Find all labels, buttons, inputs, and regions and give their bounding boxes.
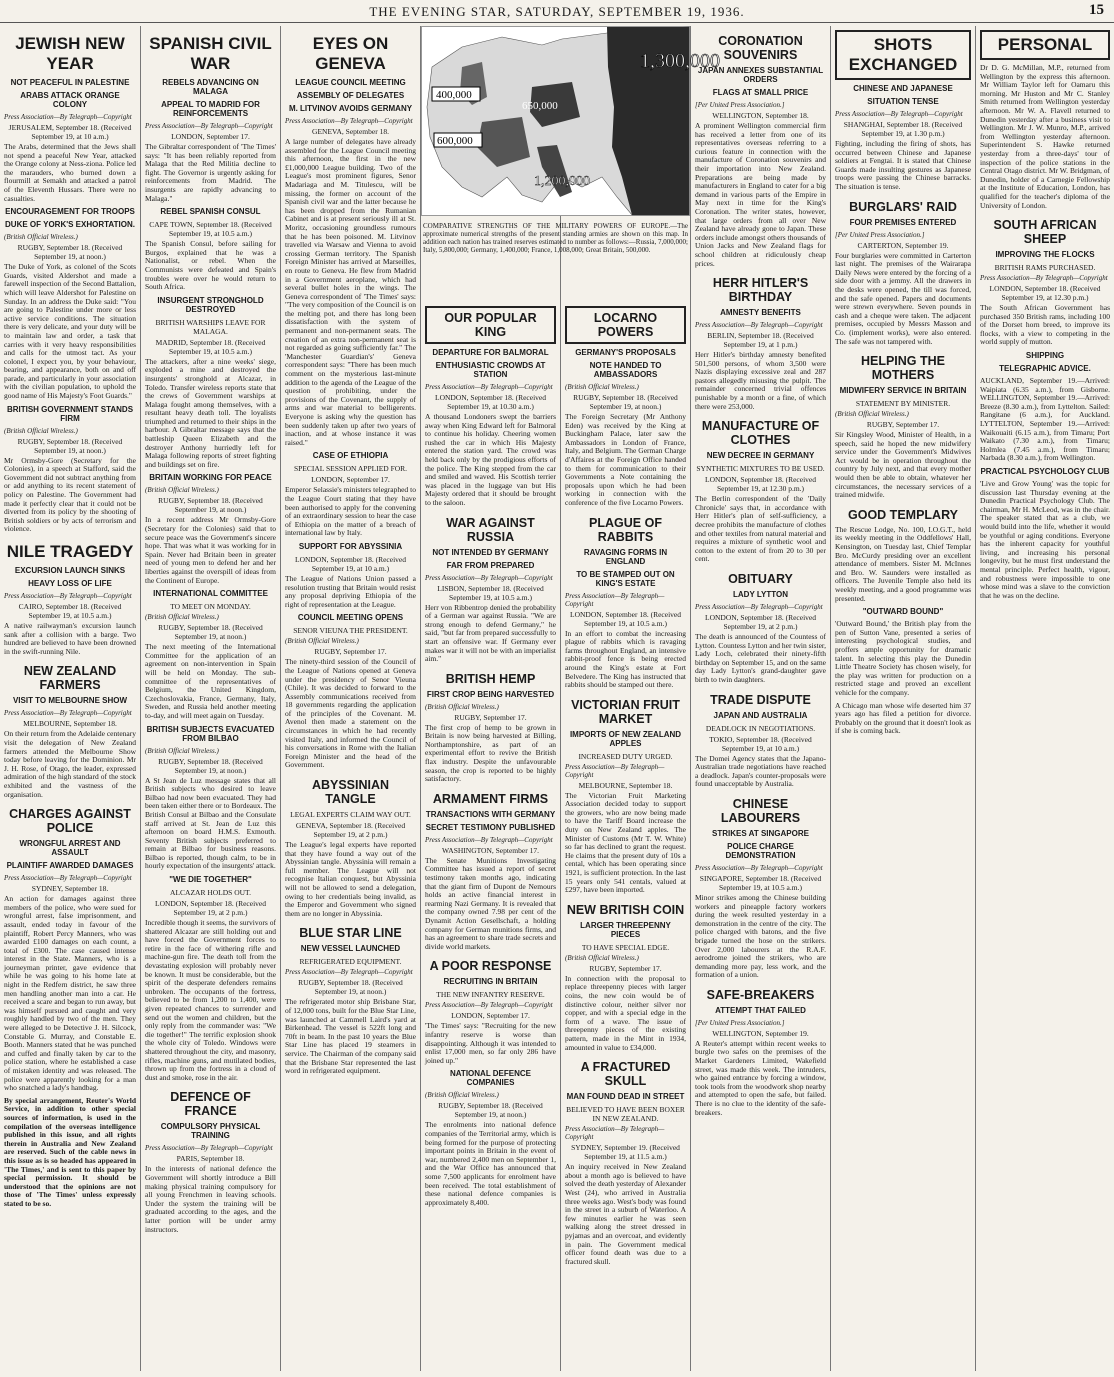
headline-charges-against-police: CHARGES AGAINST POLICE <box>9 807 131 836</box>
subhead: ENCOURAGEMENT FOR TROOPS <box>5 207 135 217</box>
article-body: Four burglaries were committed in Carterton last night. The premises of the Wairarapa Daily News were entered by the forcing of a side door with a jemmy. All the drawers in the desks were opened, the till was forced, and the safe opened. Papers and documents were strewn everywhere. Seven pounds in cash and a cheque were taken. The adjacent premises, occupied by Messrs Masson and Co. (implement works), were also entered. The safe was not tampered with. <box>835 250 971 346</box>
wire-credit: Press Association—By Telegraph—Copyright <box>285 117 413 125</box>
article-body: Mr Ormsby-Gore (Secretary for the Colonies), in a speech at Stafford, said the Government did not subtract anything from or add anything to its recent statement of policy on Palestine. The Government had made it perfectly clear that it could not be diverted from its policy by the shooting of British soldiers or by acts of terrorism and violence. <box>4 455 136 534</box>
subhead: REBELS ADVANCING ON MALAGA <box>162 78 259 96</box>
article-body: The attackers, after a nine weeks' siege, exploded a mine and destroyed the insurgents' stronghold at Alcazar, in Toledo. Transfer wireless reports state that the crews of Government warships at Malaga fought among themselves, with a resultant heavy death toll. The loyalists triumphed and returned to their ships in the harbour. A Gibraltar message says that the battleship Queen Elizabeth and the destroyer Anthony hurriedly left for Malaga following reports of street fighting and buildings set on fire. <box>145 356 276 469</box>
article-body: The enrolments into national defence companies of the Territorial army, which is being formed for the purpose of protecting important points in Britain in the event of war, numbered 2,400 men on September 1, and the War Office has announced that some 7,500 applicants for enrolment have been received. The total establishment of these national defence companies is approximately 8,400. <box>425 1120 556 1207</box>
dateline: RUGBY, September 18. (Received September 19, at noon.) <box>158 496 263 515</box>
subhead: ALCAZAR HOLDS OUT. <box>170 888 251 898</box>
masthead-title: THE EVENING STAR, SATURDAY, SEPTEMBER 19, 1936. <box>369 4 745 19</box>
wire-credit: Press Association—By Telegraph—Copyright <box>425 1001 553 1010</box>
dateline: RUGBY, September 18. (Received September 19, at noon.) <box>158 623 263 642</box>
article-body: Herr Hitler's birthday amnesty benefited 501,500 persons, of whom 3,500 were Nazis displaying excessive zeal and 287 pastors allegedly misusing the pulpit. The remainder concerned trivial offences punishable by a month or a fine, of which there were 253,000. <box>695 350 826 411</box>
subhead: COMPULSORY PHYSICAL TRAINING <box>160 1122 261 1141</box>
article-body: 'The Times' says: "Recruiting for the new infantry reserve is worse than disappointing. Although it was intended to enlist 17,000 men, so far only 286 have joined up." <box>425 1021 556 1065</box>
dateline: TOKIO, September 18. (Received September 19, at 10 a.m.) <box>709 734 812 753</box>
article-body: The refrigerated motor ship Brisbane Star, of 12,000 tons, built for the Blue Star Line, was launched at Cammell Laird's yard at Birkenhead. The vessel is 522ft long and 70ft in beam. In the past 10 years the Blue Star Line has placed 19 steamers in service. The Chairman of the company said that the Brisbane Star represented the last word in refrigerated equipment. <box>285 997 416 1076</box>
wire-credit: Press Association—By Telegraph—Copyright <box>980 274 1108 283</box>
dateline: WELLINGTON, September 19. <box>712 1028 809 1038</box>
subhead: FLAGS AT SMALL PRICE <box>712 88 809 97</box>
subhead: HEAVY LOSS OF LIFE <box>28 579 112 588</box>
wire-credit: [Per United Press Association.] <box>835 230 925 239</box>
dateline: RUGBY, September 17. <box>866 420 940 430</box>
subhead: SUPPORT FOR ABYSSINIA <box>298 541 403 551</box>
subhead: BRITISH RAMS PURCHASED. <box>994 263 1096 273</box>
wire-credit: (British Official Wireless.) <box>145 746 219 755</box>
article-body: The Arabs, determined that the Jews shall not spend a peaceful New Year, attacked the Orange colony at Ness-ziona. Police led the marauders, who burned down a flourmill at Semakh and attacked a patrol of the Eleventh Hussars. There were no casualties. <box>4 142 136 203</box>
article-body: In an effort to combat the increasing plague of rabbits which is ravaging farms throughout England, an intensive rabbit-proof fence is being erected around the King's estate at Fort Belvedere. The King has instructed that rabbits should be stamped out there. <box>565 628 686 690</box>
subhead: COUNCIL MEETING OPENS <box>297 613 404 623</box>
dateline: RUGBY, September 18. (Received September 19, at noon.) <box>438 1101 543 1120</box>
headline-armament-firms: ARMAMENT FIRMS <box>432 791 549 806</box>
subhead: SENOR VIEUNA THE PRESIDENT. <box>293 626 408 636</box>
headline-a-fractured-skull: A FRACTURED SKULL <box>580 1060 671 1089</box>
headline-jewish-new-year: JEWISH NEW YEAR <box>15 34 125 73</box>
dateline: LONDON, September 18. (Received September 19, at 10.30 a.m.) <box>434 393 546 411</box>
map-caption: COMPARATIVE STRENGTHS OF THE MILITARY POWERS OF EUROPE.—The approximate numerical strengths of the present standing armies are shown on this map. In addition each nation has trained reserves estimated to number as follows:—Russia, 7,000,000; Italy, 5,800,000; Germany, 1,400,000; France, 1,008,000; Great Britain, 500,000. <box>423 222 688 254</box>
article-body: The Domei Agency states that the Japano-Australian trade negotiations have reached a deadlock. Japan's counter-proposals were found unacceptable by Australia. <box>695 753 826 789</box>
article-body: The League's legal experts have reported that they have found a way out of the Abyssinian tangle. Abyssinia will remain a full member. The League will not recognise Italian conquest, but Abyssinia will not be allowed to send a delegation, owing to her credentials being invalid, as the Emperor and Government who signed them are no longer in Abyssinia. <box>285 840 416 918</box>
wire-credit: (British Official Wireless.) <box>4 233 78 242</box>
subhead: IMPORTS OF NEW ZEALAND APPLES <box>569 729 682 748</box>
column-5 <box>561 302 690 1371</box>
wire-credit: Press Association—By Telegraph—Copyright <box>285 968 413 977</box>
wire-credit: Press Association—By Telegraph—Copyright <box>4 113 132 121</box>
dateline: LISBON, September 18. (Received September 19, at 10.5 a.m.) <box>437 583 544 602</box>
dateline: LONDON, September 18. (Received September 19, at 12.30 p.m.) <box>989 284 1101 303</box>
headline-helping-the-mothers: HELPING THE MOTHERS <box>860 354 946 383</box>
dateline: LONDON, September 17. <box>451 1011 530 1021</box>
subhead: INSURGENT STRONGHOLD DESTROYED <box>157 295 264 314</box>
dateline: GENEVA, September 18. <box>312 127 389 136</box>
subhead: AMNESTY BENEFITS <box>720 308 801 318</box>
dateline: CARTERTON, September 19. <box>857 240 949 250</box>
subhead: JAPAN ANNEXES SUBSTANTIAL ORDERS <box>697 66 824 84</box>
map-graphic <box>422 27 720 215</box>
headline-chinese-labourers: CHINESE LABOURERS <box>720 796 801 825</box>
subhead: IMPROVING THE FLOCKS <box>995 250 1095 260</box>
subhead: SHIPPING <box>1025 351 1065 361</box>
subhead: FIRST CROP BEING HARVESTED <box>426 689 555 699</box>
headline-our-popular-king: OUR POPULAR KING <box>425 306 556 344</box>
map-block <box>421 26 720 296</box>
subhead: LARGER THREEPENNY PIECES <box>580 920 671 939</box>
subhead: DEPARTURE FOR BALMORAL <box>432 348 549 357</box>
subhead: APPEAL TO MADRID FOR REINFORCEMENTS <box>161 100 260 118</box>
article-body: A native railwayman's excursion launch sank after a collision with a barge. Two hundred are believed to have been drowned in the swift-running Nile. <box>4 621 136 656</box>
subhead: LEAGUE COUNCIL MEETING <box>295 78 406 87</box>
wire-credit: Press Association—By Telegraph—Copyright <box>145 1144 273 1153</box>
article-body: In connection with the proposal to replace threepenny pieces with larger coins, the new coin would be of distinctive colour, neither silver nor copper, and with a special edge in the form of a wave. The issue of threepenny pieces of the existing pattern, made in the Mint in 1934, amounted in value to £34,000. <box>565 973 686 1052</box>
subhead: "WE DIE TOGETHER" <box>169 875 252 885</box>
headline-abyssinian-tangle: ABYSSINIAN TANGLE <box>311 778 390 807</box>
headline-eyes-on-geneva: EYES ON GENEVA <box>312 34 389 73</box>
subhead: ARABS ATTACK ORANGE COLONY <box>20 91 120 109</box>
wire-credit: (British Official Wireless.) <box>425 702 499 711</box>
column-4 <box>421 302 560 1371</box>
reuters-notice: By special arrangement, Reuter's World Service, in addition to other special sources of information, is used in the compilation of the overseas intelligence published in this issue, and all rights therein in Australia and New Zealand are reserved. Such of the cable news in this issue as is so headed has appeared in 'The Times,' and is sent to this paper by special permission. It should be understood that the opinions are not those of 'The Times' unless expressly stated to be so. <box>4 1095 136 1208</box>
subhead: NEW VESSEL LAUNCHED <box>300 944 401 954</box>
map-label: 650,000 <box>522 100 558 112</box>
dateline: MELBOURNE, September 18. <box>23 719 117 729</box>
subhead: ATTEMPT THAT FAILED <box>715 1005 806 1015</box>
subhead: NOTE HANDED TO AMBASSADORS <box>589 361 662 379</box>
article-body: Fighting, including the firing of shots, has occurred between Chinese and Japanese soldiers at Fengtai. It is stated that Chinese Guards made insulting gestures as Japanese troops were passing the Chinese barracks. The situation is tense. <box>835 139 971 191</box>
dateline: WELLINGTON, September 18. <box>712 111 809 120</box>
article-body: On their return from the Adelaide centenary visit the delegation of New Zealand farmers attended the Melbourne Show today before leaving for the Dominion. Mr J. H. Rose, of Otago, the leader, expressed admiration of the high standard of the stock exhibited and the vastness of the organisation. <box>4 729 136 799</box>
subhead: NOT PEACEFUL IN PALESTINE <box>10 78 130 87</box>
dateline: RUGBY, September 17. <box>589 963 662 973</box>
map-label: 400,000 <box>436 89 472 101</box>
column-1 <box>0 26 140 1371</box>
subhead: SITUATION TENSE <box>867 97 939 106</box>
map-label: 600,000 <box>437 135 473 147</box>
headline-a-poor-response: A POOR RESPONSE <box>429 959 552 974</box>
europe-military-map <box>421 26 720 216</box>
article-body: A Reuter's attempt within recent weeks to burgle two safes on the premises of the Market Gardeners Limited, Wakefield street, was made this week. The intruders, who gained entrance by forcing a window, took tools from the woodwork shop nearby and attempted to open the safe, but failed. There is no clue to the identity of the safe-breakers. <box>695 1038 826 1117</box>
wire-credit: Press Association—By Telegraph—Copyright <box>565 1125 665 1142</box>
headline-manufacture-of-clothes: MANUFACTURE OF CLOTHES <box>701 419 820 448</box>
subhead: REBEL SPANISH CONSUL <box>160 207 261 217</box>
headline-defence-of-france: DEFENCE OF FRANCE <box>170 1090 251 1119</box>
headline-plague-of-rabbits: PLAGUE OF RABBITS <box>589 515 662 544</box>
dateline: LONDON, September 18. (Received September 19, at 12.30 p.m.) <box>704 475 816 494</box>
subhead: TO HAVE SPECIAL EDGE. <box>581 942 670 952</box>
headline-victorian-fruit-market: VICTORIAN FRUIT MARKET <box>571 697 680 726</box>
subhead: SPECIAL SESSION APPLIED FOR. <box>293 464 408 474</box>
wire-credit: Press Association—By Telegraph—Copyright <box>565 762 665 779</box>
dateline: CAPE TOWN, September 18. (Received September 19, at 10.5 a.m.) <box>149 220 272 239</box>
subhead: SECRET TESTIMONY PUBLISHED <box>425 822 556 832</box>
subhead: BELIEVED TO HAVE BEEN BOXER IN NEW ZEALAND. <box>566 1105 685 1124</box>
subhead: PRACTICAL PSYCHOLOGY CLUB <box>980 467 1110 476</box>
article-body: Minor strikes among the Chinese building workers and pineapple factory workers during the week resulted yesterday in a demonstration in the centre of the city. The police charged with batons, and the five brigade turned the hose on the strikers. Over 2,000 labourers at the R.A.F. aerodrome joined the strikers, who are demanding more pay, less work, and the formation of a union. <box>695 892 826 980</box>
subhead: DEADLOCK IN NEGOTIATIONS. <box>705 723 816 733</box>
headline-coronation-souvenirs: CORONATION SOUVENIRS <box>718 34 803 62</box>
wire-credit: Press Association—By Telegraph—Copyright <box>425 383 553 391</box>
dateline: SYDNEY, September 18. <box>31 884 109 894</box>
subhead: JAPAN AND AUSTRALIA <box>713 710 808 720</box>
subhead: BRITISH SUBJECTS EVACUATED FROM BILBAO <box>146 724 275 743</box>
subhead: BRITISH WARSHIPS LEAVE FOR MALAGA. <box>155 317 266 336</box>
headline-war-against-russia: WAR AGAINST RUSSIA <box>446 515 535 544</box>
article-body: Incredible though it seems, the survivors of shattered Alcazar are still holding out and have forced the Government forces to retire in the face of withering rifle and machine-gun fire. The death toll from the devastating explosion will probably never be known. It must be considerable, but the spirit of the desperate defenders remains unbroken. The occupants of the fortress, believed to be from 1,200 to 1,400, were given repeated chances to surrender and send out the women and children, but the only reply from the commander was: "We die together!" The terrific explosion shook the whole city of Toledo. Windows were shattered throughout the city, and masonry, rifles, machine guns, and mutilated bodies, thrown up from the fortress in a cloud of dust and smoke, rose in the air. <box>145 918 276 1082</box>
wire-credit: (British Official Wireless.) <box>4 426 78 435</box>
article-body: AUCKLAND, September 19.—Arrived: Waipiata (6.35 a.m.), from Gisborne. WELLINGTON, September 19.—Arrived: Breeze (8.30 a.m.), from Lyttelton. Sailed: Rangitane (6 a.m.), for Auckland. LYTTELTON, September 19.—Arrived: Waikouaiti (6.15 a.m.), from Timaru; Port Waikato (7.30 a.m.), from Timaru; Holmlea (7.45 a.m.), from Timaru; Narbada (8.30 a.m.), from Wellington. <box>980 376 1110 463</box>
subhead: SYNTHETIC MIXTURES TO BE USED. <box>696 464 825 474</box>
dateline: BERLIN, September 18. (Received September 19, at 1 p.m.) <box>707 331 814 350</box>
headline-british-hemp: BRITISH HEMP <box>445 671 536 686</box>
article-body: Dr D. G. McMillan, M.P., returned from Wellington by the express this afternoon. Mr William Taylor left for Oamaru this morning. Mr Huston and Mr C. Stanley Smith returned from Wellington yesterday afternoon. Mr W. A. Flavell returned to Dunedin yesterday after a business visit to Wellington. Mr J. W. Munro, M.P., arrived from Wellington yesterday afternoon. Superintendent S. Hawke returned yesterday from a three-days' tour of inspection of the police stations in the Central Otago district. Mr W. Bridgman, of Dunedin, holder of a Carnegie Fellowship at the Institute of Education, London, has qualified for the teacher's diploma of the University of London. <box>980 63 1110 210</box>
wire-credit: Press Association—By Telegraph—Copyright <box>4 874 132 883</box>
subhead: LEGAL EXPERTS CLAIM WAY OUT. <box>290 810 411 820</box>
article-body: The Duke of York, as colonel of the Scots Guards, visited Aldershot and made a farewell inspection of the Second Battalion, which will leave Aldershot for Palestine on Sunday. In an address the Duke said: "You are going to Palestine under more or less active service conditions. The situation there is very delicate, and your duty will be to maintain law and order, a task that carries with it very heavy responsibilities and calls for the utmost tact. As your colonel, I expect you, by your behaviour, bearing, and appearance, both on and off parade, and particularly in your association with the civilian population, to uphold the good name of His Majesty's Foot Guards." <box>4 262 136 401</box>
dateline: JERUSALEM, September 18. (Received September 19, at 10 a.m.) <box>8 123 132 141</box>
dateline: LONDON, September 18. (Received September 19, at 2 p.m.) <box>704 613 816 631</box>
article-body: 'Outward Bound,' the British play from the pen of Sutton Vane, presented a series of interesting psychological studies, and proffers ample opportunity for dramatic talent. In selecting this play the Dunedin Little Theatre Society has chosen wisely, for the play was written for production on a restricted stage and proved an excellent vehicle for the company. <box>835 619 971 697</box>
wire-credit: [Per United Press Association.] <box>695 101 785 109</box>
article-body: The Gibraltar correspondent of 'The Times' says: "It has been reliably reported from Malaga that the Red Militia decline to fight. The Governor is urgently asking for reinforcements from Madrid. The insurgents are rapidly advancing to Malaga." <box>145 142 276 203</box>
subhead: CASE OF ETHIOPIA <box>312 451 389 461</box>
wire-credit: (British Official Wireless.) <box>565 953 639 962</box>
subhead: NEW DECREE IN GERMANY <box>706 451 815 461</box>
article-body: The Spanish Consul, before sailing for Burgos, explained that he was a Nationalist, or rebel. When the Communists were defeated and Spain's troubles were over he would return to South Africa. <box>145 239 276 292</box>
headline-new-british-coin: NEW BRITISH COIN <box>566 902 685 917</box>
article-body: The Foreign Secretary (Mr Anthony Eden) was received by the King at Buckingham Palace, later saw the Ambassadors in London of France, Italy, and Belgium. The German Charge d'Affaires at the Foreign Office handed to them for communication to their Governments a Note containing the proposals upon which he had been working in connection with the conference of the five Locarno Powers. <box>565 412 686 507</box>
column-3 <box>281 26 420 1371</box>
headline-trade-dispute: TRADE DISPUTE <box>710 692 811 707</box>
subhead: TELEGRAPHIC ADVICE. <box>999 364 1091 374</box>
wire-credit: Press Association—By Telegraph—Copyright <box>4 709 132 718</box>
dateline: SHANGHAI, September 18. (Received September 19, at 1.30 p.m.) <box>843 120 963 138</box>
article-body: The next meeting of the International Committee for the application of an agreement on non-intervention in Spain will be held on Monday. The sub-committee of the representatives of Belgium, the United Kingdom, Czechoslovakia, France, Germany, Italy, Sweden, and Russia held another meeting to-day, and will meet again on Tuesday. <box>145 642 276 720</box>
map-label: 1,200,000 <box>534 174 590 189</box>
subhead: FAR FROM PREPARED <box>446 560 535 570</box>
wire-credit: (British Official Wireless.) <box>425 1091 499 1100</box>
article-body: A large number of delegates have already assembled for the League Council meeting this afternoon, the first in the new £1,000,000 League building. Two of the League's most prominent figures, Senor Madariaga and M. Titulescu, will be missing, the former on account of the Spanish civil war and the latter because he has been dropped from the Rumanian Cabinet and is at present seriously ill at St. Moritz, occasioning groundless rumours that he has been poisoned. M. Litvinov travelled via Warsaw and Vienna to avoid crossing German territory. The Spanish Foreign Minister has arrived at Marseilles, en route to Geneva. He flew from Madrid in a Government aeroplane, which had several bullet holes in the wings. The Geneva correspondent of 'The Times' says: "The very composition of the Council is on the melting pot, and there has long been dissatisfaction with the system of permanent and non-permanent seats. The creation of an extra non-permanent seat is not regarded as going sufficiently far." The 'Manchester Guardian's' Geneva correspondent says: "There has been much comment on the mysterious last-minute addition to the agenda of the League of the question of prohibiting, under the provisions of the Covenant, the supply of arms and war material to belligerents. Everyone is asking why the question has been suddenly taken up after two years of inaction, and at whose instance it was raised." <box>285 137 416 447</box>
subhead: INTERNATIONAL COMMITTEE <box>153 589 268 599</box>
subhead: LADY LYTTON <box>733 590 788 599</box>
subhead: STATEMENT BY MINISTER. <box>855 399 951 409</box>
headline-blue-star-line: BLUE STAR LINE <box>299 926 402 941</box>
article-body: An action for damages against three members of the police, who were sued for wrongful arrest, false imprisonment, and assault, ended today in favour of the plaintiff, Robert Percy Manners, who was awarded £100 damages on each count, a total of £300. The case caused intense interest in the State. Manners, who is a journeyman printer, gave evidence that while he was going to his home late at night in the Redfern district, he saw three men handling another man into a car. He received a scare and began to run away, but was himself pursued and caught and very roughly handled by two of the men. They were alleged to be Detective J. H. Silcock, Constable G. Murray, and Constable E. Booth. Manners stated that he was punched and cuffed and finally taken by car to the police station, where he established a case of mistaken identity and was released. The police were apparently looking for a man who snatched a lady's handbag. <box>4 894 136 1093</box>
dateline: WASHINGTON, September 17. <box>442 845 539 855</box>
headline-spanish-civil-war: SPANISH CIVIL WAR <box>149 34 272 73</box>
column-2 <box>141 26 280 1371</box>
headline-herr-hitlers-birthday: HERR HITLER'S BIRTHDAY <box>712 276 809 305</box>
dateline: RUGBY, September 17. <box>454 712 527 722</box>
headline-locarno-powers: LOCARNO POWERS <box>565 306 686 344</box>
subhead: REFRIGERATED EQUIPMENT. <box>299 957 402 967</box>
wire-credit: Press Association—By Telegraph—Copyright <box>695 863 823 872</box>
headline-personal: PERSONAL <box>980 30 1110 60</box>
headline-new-zealand-farmers: NEW ZEALAND FARMERS <box>23 664 117 693</box>
dateline: RUGBY, September 18. (Received September 19, at noon.) <box>17 436 123 455</box>
subhead: ASSEMBLY OF DELEGATES <box>296 91 405 100</box>
article-body: An inquiry received in New Zealand about a month ago is believed to have solved the death yesterday of Alexander West (24), who arrived in Australia three weeks ago. West's body was found in the street in a suburb of Waterloo. A few minutes earlier he was seen walking along the street dressed in pyjamas and an overcoat, and evidently in pain. The Government medical officer found death was due to a fractured skull. <box>565 1162 686 1266</box>
article-body: The League of Nations Union passed a resolution trusting that Britain would resist any proposal depriving Ethiopia of the right of representation at the League. <box>285 573 416 609</box>
subhead: DUKE OF YORK'S EXHORTATION. <box>5 220 135 230</box>
headline-burglars-raid: BURGLARS' RAID <box>849 199 957 214</box>
subhead: INCREASED DUTY URGED. <box>578 751 673 761</box>
subhead: VISIT TO MELBOURNE SHOW <box>12 696 128 706</box>
dateline: SYDNEY, September 19. (Received September 19, at 11.5 a.m.) <box>571 1143 680 1162</box>
subhead: M. LITVINOV AVOIDS GERMANY <box>288 104 413 113</box>
subhead: TO MEET ON MONDAY. <box>170 602 251 612</box>
wire-credit: Press Association—By Telegraph—Copyright <box>425 835 553 844</box>
article-body: The death is announced of the Countess of Lytton. Countess Lytton and her twin sister, Lady Loch, celebrated their ninety-fifth birthday on September 15, and on the same day Lady Lytton's grand-daughter gave birth to twin daughters. <box>695 632 826 684</box>
wire-credit: Press Association—By Telegraph—Copyright <box>425 573 553 582</box>
dateline: LONDON, September 18. (Received September 19, at 10 a.m.) <box>294 554 406 573</box>
subhead: THE NEW INFANTRY RESERVE. <box>436 990 545 1000</box>
dateline: LONDON, September 18. (Received September 19, at 10.5 a.m.) <box>569 609 681 628</box>
subhead: RAVAGING FORMS IN ENGLAND <box>583 547 668 566</box>
wire-credit: [Per United Press Association.] <box>695 1018 785 1027</box>
dateline: CAIRO, September 18. (Received September 19, at 10.5 a.m.) <box>18 602 122 620</box>
article-body: A Chicago man whose wife deserted him 37 years ago has filed a petition for divorce. Probably on the ground that it doesn't look as if she is coming back. <box>835 700 971 736</box>
wire-credit: (British Official Wireless.) <box>145 486 219 495</box>
dateline: RUGBY, September 17. <box>314 647 387 657</box>
article-body: The Senate Munitions Investigating Committee has issued a report of secret testimony taken months ago, indicating that the giant firm of Dupont de Nemours holds an active financial interest in rearming Nazi Germany. It is revealed that the company owned 7.98 per cent of the Dynamit Action Gesellschaft, a holding company for German munitions firms, and has an agreement to share trade secrets and divide world markets. <box>425 855 556 951</box>
subhead: NATIONAL DEFENCE COMPANIES <box>449 1069 532 1088</box>
subhead: POLICE CHARGE DEMONSTRATION <box>725 841 796 860</box>
subhead: TRANSACTIONS WITH GERMANY <box>425 809 556 819</box>
headline-shots-exchanged: SHOTS EXCHANGED <box>835 30 971 80</box>
subhead: MIDWIFERY SERVICE IN BRITAIN <box>839 386 967 396</box>
subhead: BRITAIN WORKING FOR PEACE <box>149 473 272 483</box>
dateline: MELBOURNE, September 18. <box>578 780 673 790</box>
wire-credit: (British Official Wireless.) <box>285 637 359 646</box>
dateline: LONDON, September 18. (Received September 19, at 2 p.m.) <box>154 899 266 918</box>
headline-nile-tragedy: NILE TRAGEDY <box>6 542 134 561</box>
wire-credit: Press Association—By Telegraph—Copyright <box>565 591 665 608</box>
dateline: RUGBY, September 18. (Received September 19, at noon.) <box>158 756 263 775</box>
page-number: 15 <box>1089 2 1104 18</box>
dateline: GENEVA, September 18. (Received September 19, at 2 p.m.) <box>295 821 406 840</box>
subhead: GERMANY'S PROPOSALS <box>575 348 676 357</box>
article-body: Herr von Ribbentrop denied the probability of a German war against Russia. "We are strong enough to defend Germany," he said, "but far from prepared successfully to start an offensive war. If Germany ever makes war it will not be with an imperialist aim." <box>425 602 556 664</box>
subhead: CHINESE AND JAPANESE <box>853 84 953 93</box>
article-body: Sir Kingsley Wood, Minister of Health, in a speech, said he hoped the new midwifery service under the Government's Midwives Act would be in operation throughout the country by July next, and that every mother would then be able to obtain, whatever her circumstances, the necessary services of a trained midwife. <box>835 430 971 500</box>
dateline: MADRID, September 18. (Received September 19, at 10.5 a.m.) <box>155 337 266 356</box>
headline-safe-breakers: SAFE-BREAKERS <box>706 987 815 1002</box>
subhead: MAN FOUND DEAD IN STREET <box>566 1092 685 1102</box>
wire-credit: (British Official Wireless.) <box>565 383 639 391</box>
column-8 <box>976 26 1114 1371</box>
article-body: The South African Government has purchased 350 British rams, including 100 of the Dorset horn breed, to improve its flocks, with a view to competing in the world supply of mutton. <box>980 303 1110 347</box>
wire-credit: Press Association—By Telegraph—Copyright <box>4 592 132 600</box>
wire-credit: Press Association—By Telegraph—Copyright <box>835 110 963 118</box>
article-body: The Victorian Fruit Marketing Association decided today to support the growers, who are now being made to have the Tariff Board increase the duty on New Zealand apples. The Minister of Customs (Mr T. W. White) so far has declined to grant the request. He claims that the present duty of 10s a cental, which has been operating since 1921, is sufficient protection. In the last 15 years only 541 centals, valued at £297, have been imported. <box>565 790 686 895</box>
article-body: A thousand Londoners swept the barriers away when King Edward left for Balmoral to continue his holiday. Cheering women rushed the car in which His Majesty entered the station yard. The crowd was held back only by the prodigious efforts of the police. The King stepped from the car and smiled and waved. His Scottish terrier was placed in the luggage van but His Majesty ordered that it should be brought to the saloon. <box>425 412 556 507</box>
dateline: SINGAPORE, September 18. (Received September 19, at 10.5 a.m.) <box>699 873 822 892</box>
headline-good-templary: GOOD TEMPLARY <box>848 507 958 522</box>
wire-credit: Press Association—By Telegraph—Copyright <box>695 321 823 330</box>
article-body: In the interests of national defence the Government will shortly introduce a Bill making physical training compulsory for all young Frenchmen in leaving schools. Under the system the training will be graduated according to the ages, and the latter portion will be under army instructors. <box>145 1164 276 1234</box>
article-body: A St Jean de Luz message states that all British subjects who desired to leave Bilbao had now been evacuated. They had been taken either there or to Bordeaux. The British Consul at Bilbao and the Consulate staff arrived at St. Jean de Luz this afternoon on board H.M.S. Exmouth. Seventy British subjects preferred to remain at Bilbao for business reasons. Bilbao is reported, though calm, to be in hourly expectation of the insurgents' attack. <box>145 775 276 871</box>
article-body: The Berlin correspondent of the 'Daily Chronicle' says that, in accordance with Herr Hitler's plan of self-sufficiency, a decree prohibits the manufacture of clothes and other textiles from natural material and requires a mixture of synthetic wool and cotton to the extent of from 20 to 30 per cent. <box>695 494 826 564</box>
map-label: 1,300,000 <box>640 50 720 72</box>
subhead: ENTHUSIASTIC CROWDS AT STATION <box>435 361 546 379</box>
headline-obituary: OBITUARY <box>728 572 793 586</box>
dateline: RUGBY, September 18. (Received September 19, at noon.) <box>573 393 678 411</box>
wire-credit: Press Association—By Telegraph—Copyright <box>145 122 273 130</box>
column-6 <box>691 26 830 1371</box>
subhead: EXCURSION LAUNCH SINKS <box>14 566 126 575</box>
subhead: RECRUITING IN BRITAIN <box>443 977 538 987</box>
article-body: A prominent Wellington commercial firm has received a letter from one of its representatives overseas referring to a curious feature in connection with the manufacture of Coronation souvenirs and their importation into New Zealand. Preparations are being made by manufacturers in England to cater for a big demand in various parts of the Empire in May next in time for the King's Coronation. The writer states, however, that large orders from all over New Zealand have already gone to Japan. These orders include amongst others thousands of Union Jacks and New Zealand flags for school children at ridiculously cheap prices. <box>695 121 826 268</box>
wire-credit: (British Official Wireless.) <box>835 410 909 419</box>
masthead <box>0 0 1114 23</box>
subhead: WRONGFUL ARREST AND ASSAULT <box>19 839 121 858</box>
column-7 <box>831 26 975 1371</box>
subhead: STRIKES AT SINGAPORE <box>712 828 809 838</box>
article-body: 'Live and Grow Young' was the topic for discussion last Thursday evening at the Dunedin Practical Psychology Club. The chairman, Mr H. McLeod, was in the chair. The speaker stated that as a club, we would build into the life, whether it would be youthful or aging conditions. Everyone has the inherent capacity for youthful living, and increasing his personal longevity, but he must first understand the mental principle. Perfect health, vigour, and robustness were impossible to one whose mind was a slave to the conviction that he was on the decline. <box>980 479 1110 600</box>
article-body: Emperor Selassie's ministers telegraphed to the League Court stating that they have been authorised to apply for the convening of an extraordinary session to hear the case of Ethiopia on the matter of a breach of international law by Italy. <box>285 485 416 538</box>
subhead: BRITISH GOVERNMENT STANDS FIRM <box>6 404 134 423</box>
dateline: RUGBY, September 18. (Received September 19, at noon.) <box>17 243 123 262</box>
article-body: The Rescue Lodge, No. 100, I.O.G.T., held its weekly meeting in the Oddfellows' Hall, Kensington, on Tuesday last, Chief Templar Bro. McCurdy presiding over an excellent attendance of members. Sister M. McInnes and Bro. W. Saunders were installed as officers. The Juvenile Temple also held its weekly meeting, and a good programme was presented. <box>835 524 971 603</box>
dateline: LONDON, September 17. <box>311 475 390 485</box>
subhead: PLAINTIFF AWARDED DAMAGES <box>6 861 134 871</box>
wire-credit: (British Official Wireless.) <box>145 613 219 622</box>
subhead: FOUR PREMISES ENTERED <box>849 217 957 227</box>
subhead: NOT INTENDED BY GERMANY <box>432 547 549 557</box>
article-body: In a recent address Mr Ormsby-Gore (Secretary for the Colonies) said that to secure peace was the Government's sincere hope. That was what it was working for in Spain. Never had Britain been in greater need of young men to defend her and her liberties against the overspill of ideas from the Continent of Europe. <box>145 515 276 585</box>
article-body: The ninety-third session of the Council of the League of Nations opened at Geneva under the presidency of Senor Vieuna (Chile). It was decided to forward to the Assembly communications received from 18 governments regarding the application of the principles of the Covenant. M. Avenol then made a statement on the circumstances in which he had recently visited Italy, and informed the Council of his conversations in Rome with the Italian Foreign Minister and the head of the Government. <box>285 657 416 770</box>
dateline: LONDON, September 17. <box>171 132 250 141</box>
subhead: TO BE STAMPED OUT ON KING'S ESTATE <box>576 569 675 588</box>
headline-south-african-sheep: SOUTH AFRICAN SHEEP <box>993 218 1097 247</box>
subhead: "OUTWARD BOUND" <box>862 607 944 617</box>
wire-credit: Press Association—By Telegraph—Copyright <box>695 603 823 611</box>
dateline: RUGBY, September 18. (Received September 19, at noon.) <box>298 978 403 997</box>
article-body: The first crop of hemp to be grown in Britain is now being harvested at Billing, Northamptonshire, as part of an experimental effort to revive the British flax industry. Despite the unfavourable season, the crop is reported to be highly satisfactory. <box>425 722 556 784</box>
dateline: PARIS, September 18. <box>176 1154 245 1164</box>
